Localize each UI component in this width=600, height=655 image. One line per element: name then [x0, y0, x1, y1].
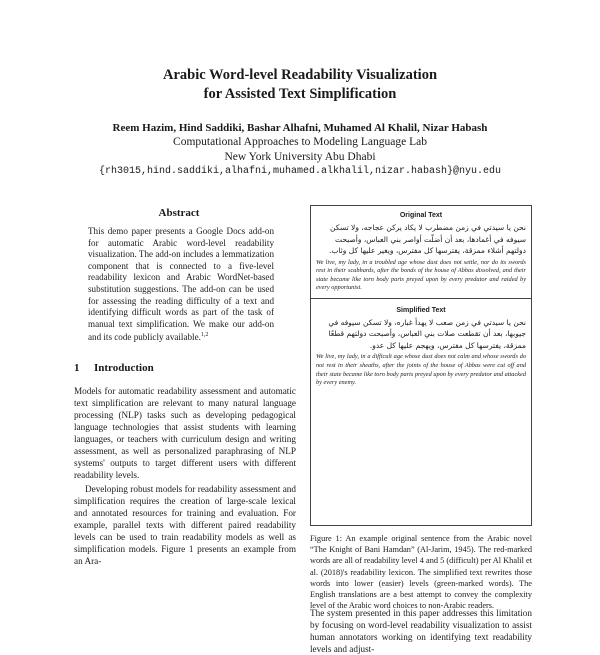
section-title: Introduction — [94, 362, 154, 374]
paper-title — [0, 66, 600, 104]
abstract-text: This demo paper presents a Google Docs add-on for automatic Arabic word-level readability visualization. The add-on includes a lemmatization component that is connected to a five-level readability lexicon and Arabic WordNet-based substitution suggestions. The add-on can be used for assessing the reading difficulty of a text and identifying difficult words as part of the task of manual text simplification. We make our add-on and its code publicly available. — [88, 226, 274, 343]
section-heading-introduction — [74, 362, 154, 374]
introduction-body — [74, 385, 296, 567]
title-line-2: for Assisted Text Simplification — [203, 86, 397, 102]
section-number: 1 — [74, 362, 80, 374]
right-column-paragraph: The system presented in this paper addresses this limitation by focusing on word-level readability visualization to assist human annotators working on identifying text readability levels and adjust- — [310, 608, 532, 654]
simplified-arabic-text: نحن يا سيدتي في زمن صعب لا يهدأ غباره، ولا تسكن سيوفه في جيوبها، بعد أن تقطعت صلات بني العباس، وأصبحت دولتهم قطعًا ممزقة، يفترسها كل مفترس، ويهجم عليها كل عدو. — [328, 317, 526, 350]
affiliation-university: New York University Abu Dhabi — [224, 151, 376, 163]
figure-1-box — [310, 205, 532, 526]
author-list: Reem Hazim, Hind Saddiki, Bashar Alhafni, Muhamed Al Khalil, Nizar Habash — [112, 122, 488, 134]
author-emails: {rh3015,hind.saddiki,alhafni,muhamed.alkhalil,nizar.habash}@nyu.edu — [98, 166, 502, 177]
original-english-translation: We live, my lady, in a troubled age whose dust does not settle, nor do its swords rest in their scabbards, after the bonds of the house of Abbas dissolved, and their state became like torn body parts preyed upon by every predator and raided by every opportunist. — [316, 258, 526, 292]
figure-divider — [311, 298, 531, 299]
figure-1-caption: Figure 1: An example original sentence from the Arabic novel “The Knight of Bani Hamdan” (Al-Jarim, 1945). The red-marked words are all of readability level 4 and 5 (difficult) per Al Khalil et al. (2018)'s readability lexicon. The simplified text rewrites those words into lower (easier) levels (green-marked words). The English translations are a best attempt to convey the complexity level of the Arabic word choices to non-Arabic readers. — [310, 534, 532, 611]
intro-paragraph-2: Developing robust models for readability assessment and simplification requires the creation of large-scale lexical and annotated resources for training and evaluation. For example, parallel texts with different paired readability levels can be used to train readability models as well as simplification models. Figure 1 presents an example from an Ara- — [74, 484, 296, 566]
title-line-1: Arabic Word-level Readability Visualization — [162, 67, 438, 83]
abstract-body — [88, 226, 274, 344]
intro-paragraph-1: Models for automatic readability assessment and automatic text simplification are relevant to many natural language processing (NLP) tasks such as developing pedagogical language technologies that assist students with learning languages, or teachers with curriculum design and writing assessment, as well as personalized paraphrasing of NLP systems' outputs to target different users with different readability levels. — [74, 386, 296, 480]
abstract-footnote-marks: 1,2 — [200, 332, 209, 339]
original-text-title: Original Text — [399, 212, 443, 219]
affiliation-lab: Computational Approaches to Modeling Language Lab — [173, 136, 427, 148]
simplified-english-translation: We live, my lady, in a difficult age whose dust does not calm and whose swords do not rest in their sheaths, after the joints of the house of Abbas were cut off and their state became like torn body parts preyed upon by every predator and attacked by every enemy. — [316, 353, 526, 387]
simplified-text-title: Simplified Text — [396, 306, 446, 314]
abstract-heading: Abstract — [158, 207, 200, 219]
original-arabic-text: نحن يا سيدتي في زمن مضطرب لا يكاد يركن عجاجه، ولا تسكن سيوفه في أغمادها، بعد أن أضلّت أواصر بني العباس، وأصبحت دولتهم أشلاء ممزقة، يفترسها كل مفترس، ويغير عليها كل وثاب. — [328, 223, 526, 255]
